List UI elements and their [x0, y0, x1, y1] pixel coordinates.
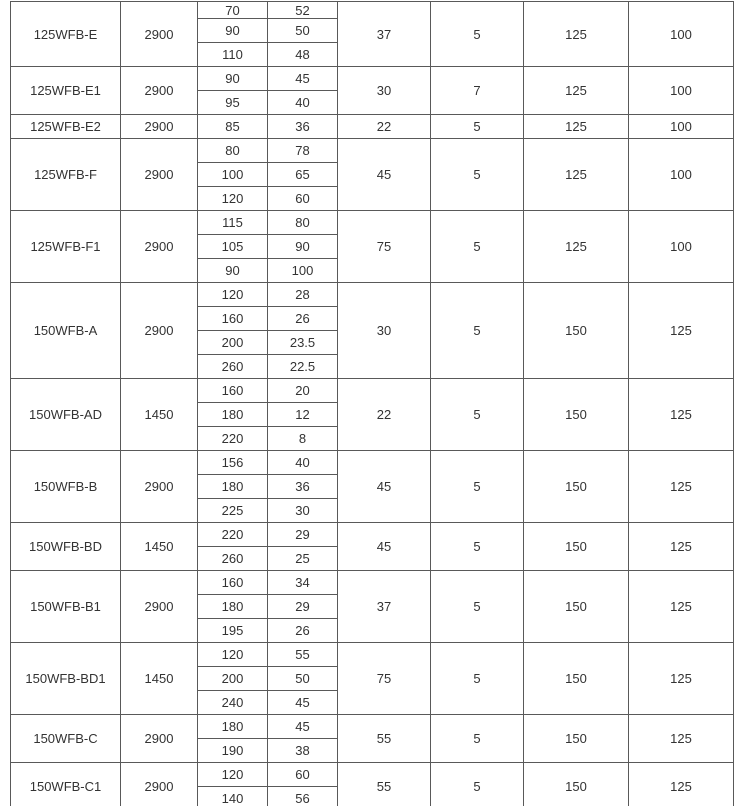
flow-cell: 195	[198, 619, 268, 643]
speed-cell: 2900	[121, 211, 198, 283]
spec-cell-4: 125	[629, 571, 734, 643]
model-cell: 125WFB-E1	[11, 67, 121, 115]
flow-cell: 240	[198, 691, 268, 715]
spec-cell-2: 7	[431, 67, 524, 115]
head-cell: 36	[268, 115, 338, 139]
spec-cell-1: 37	[338, 571, 431, 643]
flow-cell: 180	[198, 595, 268, 619]
spec-cell-2: 5	[431, 451, 524, 523]
spec-cell-4: 100	[629, 139, 734, 211]
flow-cell: 160	[198, 379, 268, 403]
flow-cell: 180	[198, 715, 268, 739]
spec-cell-3: 150	[524, 523, 629, 571]
spec-cell-1: 55	[338, 763, 431, 806]
spec-cell-4: 100	[629, 2, 734, 67]
head-cell: 65	[268, 163, 338, 187]
head-cell: 60	[268, 187, 338, 211]
flow-cell: 140	[198, 787, 268, 806]
head-cell: 34	[268, 571, 338, 595]
spec-cell-2: 5	[431, 379, 524, 451]
head-cell: 60	[268, 763, 338, 787]
spec-cell-1: 45	[338, 139, 431, 211]
spec-cell-4: 100	[629, 115, 734, 139]
spec-subrow	[11, 115, 734, 139]
head-cell: 48	[268, 43, 338, 67]
speed-cell: 2900	[121, 763, 198, 806]
spec-subrow	[11, 139, 734, 163]
spec-cell-1: 75	[338, 643, 431, 715]
spec-cell-2: 5	[431, 763, 524, 806]
flow-cell: 105	[198, 235, 268, 259]
model-cell: 125WFB-F1	[11, 211, 121, 283]
model-cell: 150WFB-C1	[11, 763, 121, 806]
spec-cell-1: 55	[338, 715, 431, 763]
flow-cell: 160	[198, 307, 268, 331]
head-cell: 30	[268, 499, 338, 523]
head-cell: 23.5	[268, 331, 338, 355]
spec-cell-3: 150	[524, 571, 629, 643]
head-cell: 25	[268, 547, 338, 571]
speed-cell: 1450	[121, 523, 198, 571]
spec-subrow	[11, 211, 734, 235]
spec-cell-3: 125	[524, 2, 629, 67]
head-cell: 26	[268, 307, 338, 331]
head-cell: 100	[268, 259, 338, 283]
spec-cell-3: 150	[524, 283, 629, 379]
spec-cell-2: 5	[431, 571, 524, 643]
spec-subrow	[11, 571, 734, 595]
speed-cell: 2900	[121, 283, 198, 379]
pump-spec-table	[10, 1, 734, 806]
spec-cell-1: 45	[338, 523, 431, 571]
speed-cell: 2900	[121, 67, 198, 115]
speed-cell: 2900	[121, 2, 198, 67]
head-cell: 55	[268, 643, 338, 667]
spec-subrow	[11, 523, 734, 547]
spec-cell-2: 5	[431, 643, 524, 715]
flow-cell: 180	[198, 403, 268, 427]
model-cell: 150WFB-B	[11, 451, 121, 523]
flow-cell: 80	[198, 139, 268, 163]
flow-cell: 90	[198, 19, 268, 43]
head-cell: 80	[268, 211, 338, 235]
flow-cell: 190	[198, 739, 268, 763]
spec-cell-1: 75	[338, 211, 431, 283]
model-cell: 150WFB-BD	[11, 523, 121, 571]
head-cell: 40	[268, 91, 338, 115]
spec-cell-2: 5	[431, 211, 524, 283]
spec-cell-1: 22	[338, 115, 431, 139]
model-cell: 150WFB-A	[11, 283, 121, 379]
speed-cell: 2900	[121, 451, 198, 523]
model-cell: 125WFB-F	[11, 139, 121, 211]
flow-cell: 85	[198, 115, 268, 139]
spec-cell-2: 5	[431, 523, 524, 571]
speed-cell: 1450	[121, 643, 198, 715]
flow-cell: 120	[198, 763, 268, 787]
flow-cell: 115	[198, 211, 268, 235]
spec-subrow	[11, 451, 734, 475]
head-cell: 40	[268, 451, 338, 475]
speed-cell: 2900	[121, 115, 198, 139]
spec-subrow	[11, 715, 734, 739]
spec-cell-3: 150	[524, 763, 629, 806]
head-cell: 78	[268, 139, 338, 163]
flow-cell: 90	[198, 259, 268, 283]
head-cell: 56	[268, 787, 338, 806]
spec-cell-4: 125	[629, 715, 734, 763]
spec-subrow	[11, 379, 734, 403]
spec-cell-2: 5	[431, 715, 524, 763]
spec-cell-3: 150	[524, 451, 629, 523]
spec-cell-4: 125	[629, 523, 734, 571]
flow-cell: 70	[198, 2, 268, 19]
flow-cell: 260	[198, 355, 268, 379]
spec-cell-3: 125	[524, 67, 629, 115]
spec-cell-4: 125	[629, 451, 734, 523]
head-cell: 29	[268, 595, 338, 619]
flow-cell: 120	[198, 187, 268, 211]
flow-cell: 90	[198, 67, 268, 91]
flow-cell: 200	[198, 667, 268, 691]
model-cell: 150WFB-B1	[11, 571, 121, 643]
head-cell: 52	[268, 2, 338, 19]
speed-cell: 1450	[121, 379, 198, 451]
spec-cell-4: 100	[629, 211, 734, 283]
head-cell: 26	[268, 619, 338, 643]
head-cell: 50	[268, 667, 338, 691]
model-cell: 150WFB-BD1	[11, 643, 121, 715]
model-cell: 150WFB-C	[11, 715, 121, 763]
spec-cell-2: 5	[431, 2, 524, 67]
head-cell: 90	[268, 235, 338, 259]
spec-subrow	[11, 2, 734, 19]
head-cell: 45	[268, 691, 338, 715]
flow-cell: 120	[198, 643, 268, 667]
spec-cell-2: 5	[431, 115, 524, 139]
spec-cell-4: 125	[629, 763, 734, 806]
spec-cell-1: 30	[338, 283, 431, 379]
head-cell: 20	[268, 379, 338, 403]
spec-cell-1: 45	[338, 451, 431, 523]
flow-cell: 100	[198, 163, 268, 187]
model-cell: 150WFB-AD	[11, 379, 121, 451]
head-cell: 36	[268, 475, 338, 499]
spec-cell-4: 100	[629, 67, 734, 115]
spec-cell-4: 125	[629, 379, 734, 451]
flow-cell: 220	[198, 523, 268, 547]
head-cell: 28	[268, 283, 338, 307]
head-cell: 45	[268, 715, 338, 739]
flow-cell: 225	[198, 499, 268, 523]
model-cell: 125WFB-E	[11, 2, 121, 67]
head-cell: 29	[268, 523, 338, 547]
head-cell: 12	[268, 403, 338, 427]
head-cell: 45	[268, 67, 338, 91]
spec-cell-3: 150	[524, 643, 629, 715]
spec-subrow	[11, 283, 734, 307]
model-cell: 125WFB-E2	[11, 115, 121, 139]
head-cell: 8	[268, 427, 338, 451]
spec-cell-1: 22	[338, 379, 431, 451]
spec-cell-3: 150	[524, 715, 629, 763]
head-cell: 38	[268, 739, 338, 763]
speed-cell: 2900	[121, 139, 198, 211]
head-cell: 50	[268, 19, 338, 43]
spec-cell-3: 125	[524, 115, 629, 139]
flow-cell: 220	[198, 427, 268, 451]
spec-cell-1: 37	[338, 2, 431, 67]
spec-table-body	[11, 2, 734, 806]
spec-subrow	[11, 763, 734, 787]
flow-cell: 180	[198, 475, 268, 499]
spec-cell-1: 30	[338, 67, 431, 115]
flow-cell: 110	[198, 43, 268, 67]
spec-cell-4: 125	[629, 283, 734, 379]
speed-cell: 2900	[121, 571, 198, 643]
flow-cell: 120	[198, 283, 268, 307]
speed-cell: 2900	[121, 715, 198, 763]
spec-cell-2: 5	[431, 139, 524, 211]
flow-cell: 156	[198, 451, 268, 475]
spec-cell-3: 125	[524, 211, 629, 283]
spec-cell-2: 5	[431, 283, 524, 379]
head-cell: 22.5	[268, 355, 338, 379]
spec-cell-4: 125	[629, 643, 734, 715]
spec-subrow	[11, 643, 734, 667]
flow-cell: 200	[198, 331, 268, 355]
flow-cell: 260	[198, 547, 268, 571]
flow-cell: 160	[198, 571, 268, 595]
spec-cell-3: 125	[524, 139, 629, 211]
flow-cell: 95	[198, 91, 268, 115]
spec-cell-3: 150	[524, 379, 629, 451]
spec-subrow	[11, 67, 734, 91]
